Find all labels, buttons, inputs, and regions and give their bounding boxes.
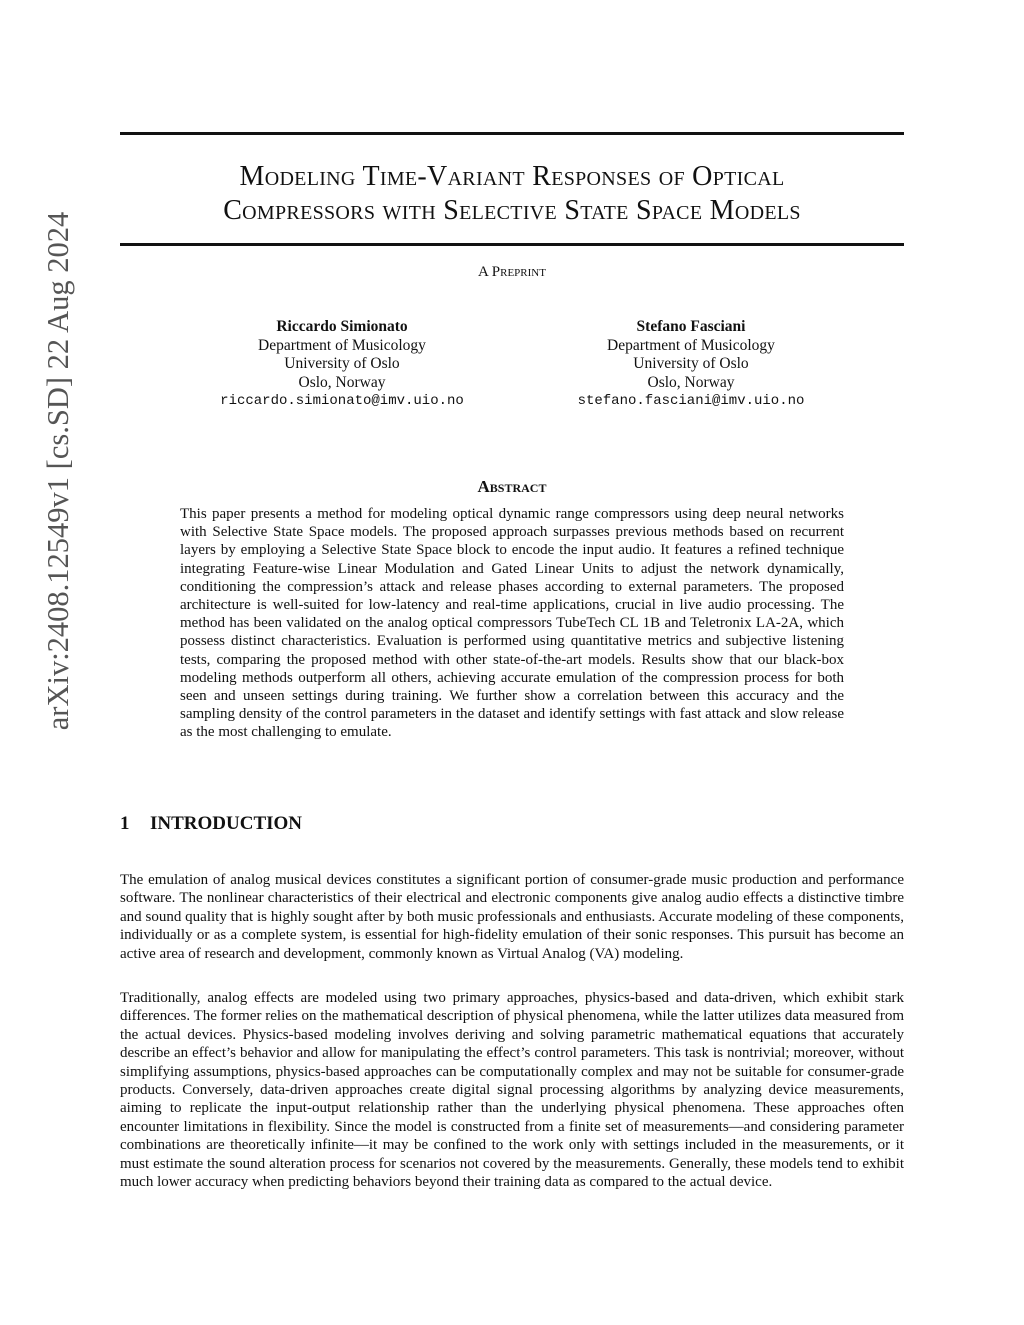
arxiv-sidebar-stamp: arXiv:2408.12549v1 [cs.SD] 22 Aug 2024 — [41, 211, 75, 731]
intro-paragraph-2: Traditionally, analog effects are modeled using two primary approaches, physics-based and data-driven, which exhibit stark differences. The former relies on the mathematical description of physical phenomena, while the latter utilizes data measured from the actual devices. Physics-based modeling involves deriving and solving parametric mathematical equations that accurately describe an effect’s behavior and allow for manipulating the effect’s control parameters. This task is nontrivial; moreover, without simplifying assumptions, physics-based approaches can be computationally complex and may not be suitable for consumer-grade products. Conversely, data-driven approaches create digital signal processing algorithms by analyzing device measurements, aiming to replicate the input-output relationship rather than the underlying physical phenomena. These approaches often encounter limitations in flexibility. Since the model is constructed from a finite set of measurements—and considering parameter combinations are theoretically infinite—it may be confined to the work only with settings included in the measurements, or it must estimate the sound alteration process for scenarios not covered by the measurements. Generally, these models tend to exhibit much lower accuracy when predicting behaviors beyond their training data as compared to the actual device. — [120, 990, 904, 1191]
author-university: University of Oslo — [284, 355, 400, 372]
section-number: 1 — [120, 813, 130, 834]
author-department: Department of Musicology — [258, 336, 426, 354]
author-location: Oslo, Norway — [647, 373, 735, 391]
author-block-2 — [521, 318, 861, 411]
abstract-text: This paper presents a method for modeling optical dynamic range compressors using deep neural networks with Selective State Space models. The proposed approach surpasses previous methods based on recurrent layers by employing a Selective State Space block to encode the input audio. It features a refined technique integrating Feature-wise Linear Modulation and Gated Linear Units to adjust the network dynamically, conditioning the compression’s attack and release phases according to external parameters. The proposed architecture is well-suited for low-latency and real-time applications, crucial in live audio processing. The method has been validated on the analog optical compressors TubeTech CL 1B and Teletronix LA-2A, which possess distinct characteristics. Evaluation is performed using quantitative metrics and subjective listening tests, comparing the proposed method with other state-of-the-art models. Results show that our black-box modeling methods outperform all others, achieving accurate emulation of the compression process for both seen and unseen settings during training. We further show a correlation between this accuracy and the sampling density of the control parameters in the dataset and identify settings with fast attack and slow release as the most challenging to emulate. — [180, 506, 844, 741]
author-block-1 — [172, 318, 512, 411]
author-name: Riccardo Simionato — [276, 318, 408, 335]
author-university: University of Oslo — [633, 355, 749, 372]
preprint-label: A Preprint — [478, 264, 546, 280]
paper-title-line-1: Modeling Time-Variant Responses of Optical — [239, 161, 785, 192]
section-title: INTRODUCTION — [150, 813, 303, 834]
paper-title — [120, 160, 904, 228]
author-location: Oslo, Norway — [298, 373, 386, 391]
paper-title-line-2: Compressors with Selective State Space Models — [223, 195, 801, 226]
author-name: Stefano Fasciani — [636, 318, 746, 335]
author-department: Department of Musicology — [607, 336, 775, 354]
title-top-rule — [120, 132, 904, 135]
author-email[interactable]: riccardo.simionato@imv.uio.no — [220, 393, 464, 409]
section-heading-introduction — [120, 813, 302, 835]
title-bottom-rule — [120, 243, 904, 246]
abstract-heading: Abstract — [477, 477, 547, 496]
intro-paragraph-1: The emulation of analog musical devices constitutes a significant portion of consumer-grade music production and performance software. The nonlinear characteristics of their electrical and electronic components give analog audio effects a distinctive timbre and sound quality that is highly sought after by both music professionals and enthusiasts. Accurate modeling of these components, individually or as a complete system, is essential for high-fidelity emulation of their sonic responses. This pursuit has become an active area of research and development, commonly known as Virtual Analog (VA) modeling. — [120, 872, 904, 962]
author-email[interactable]: stefano.fasciani@imv.uio.no — [577, 393, 805, 409]
